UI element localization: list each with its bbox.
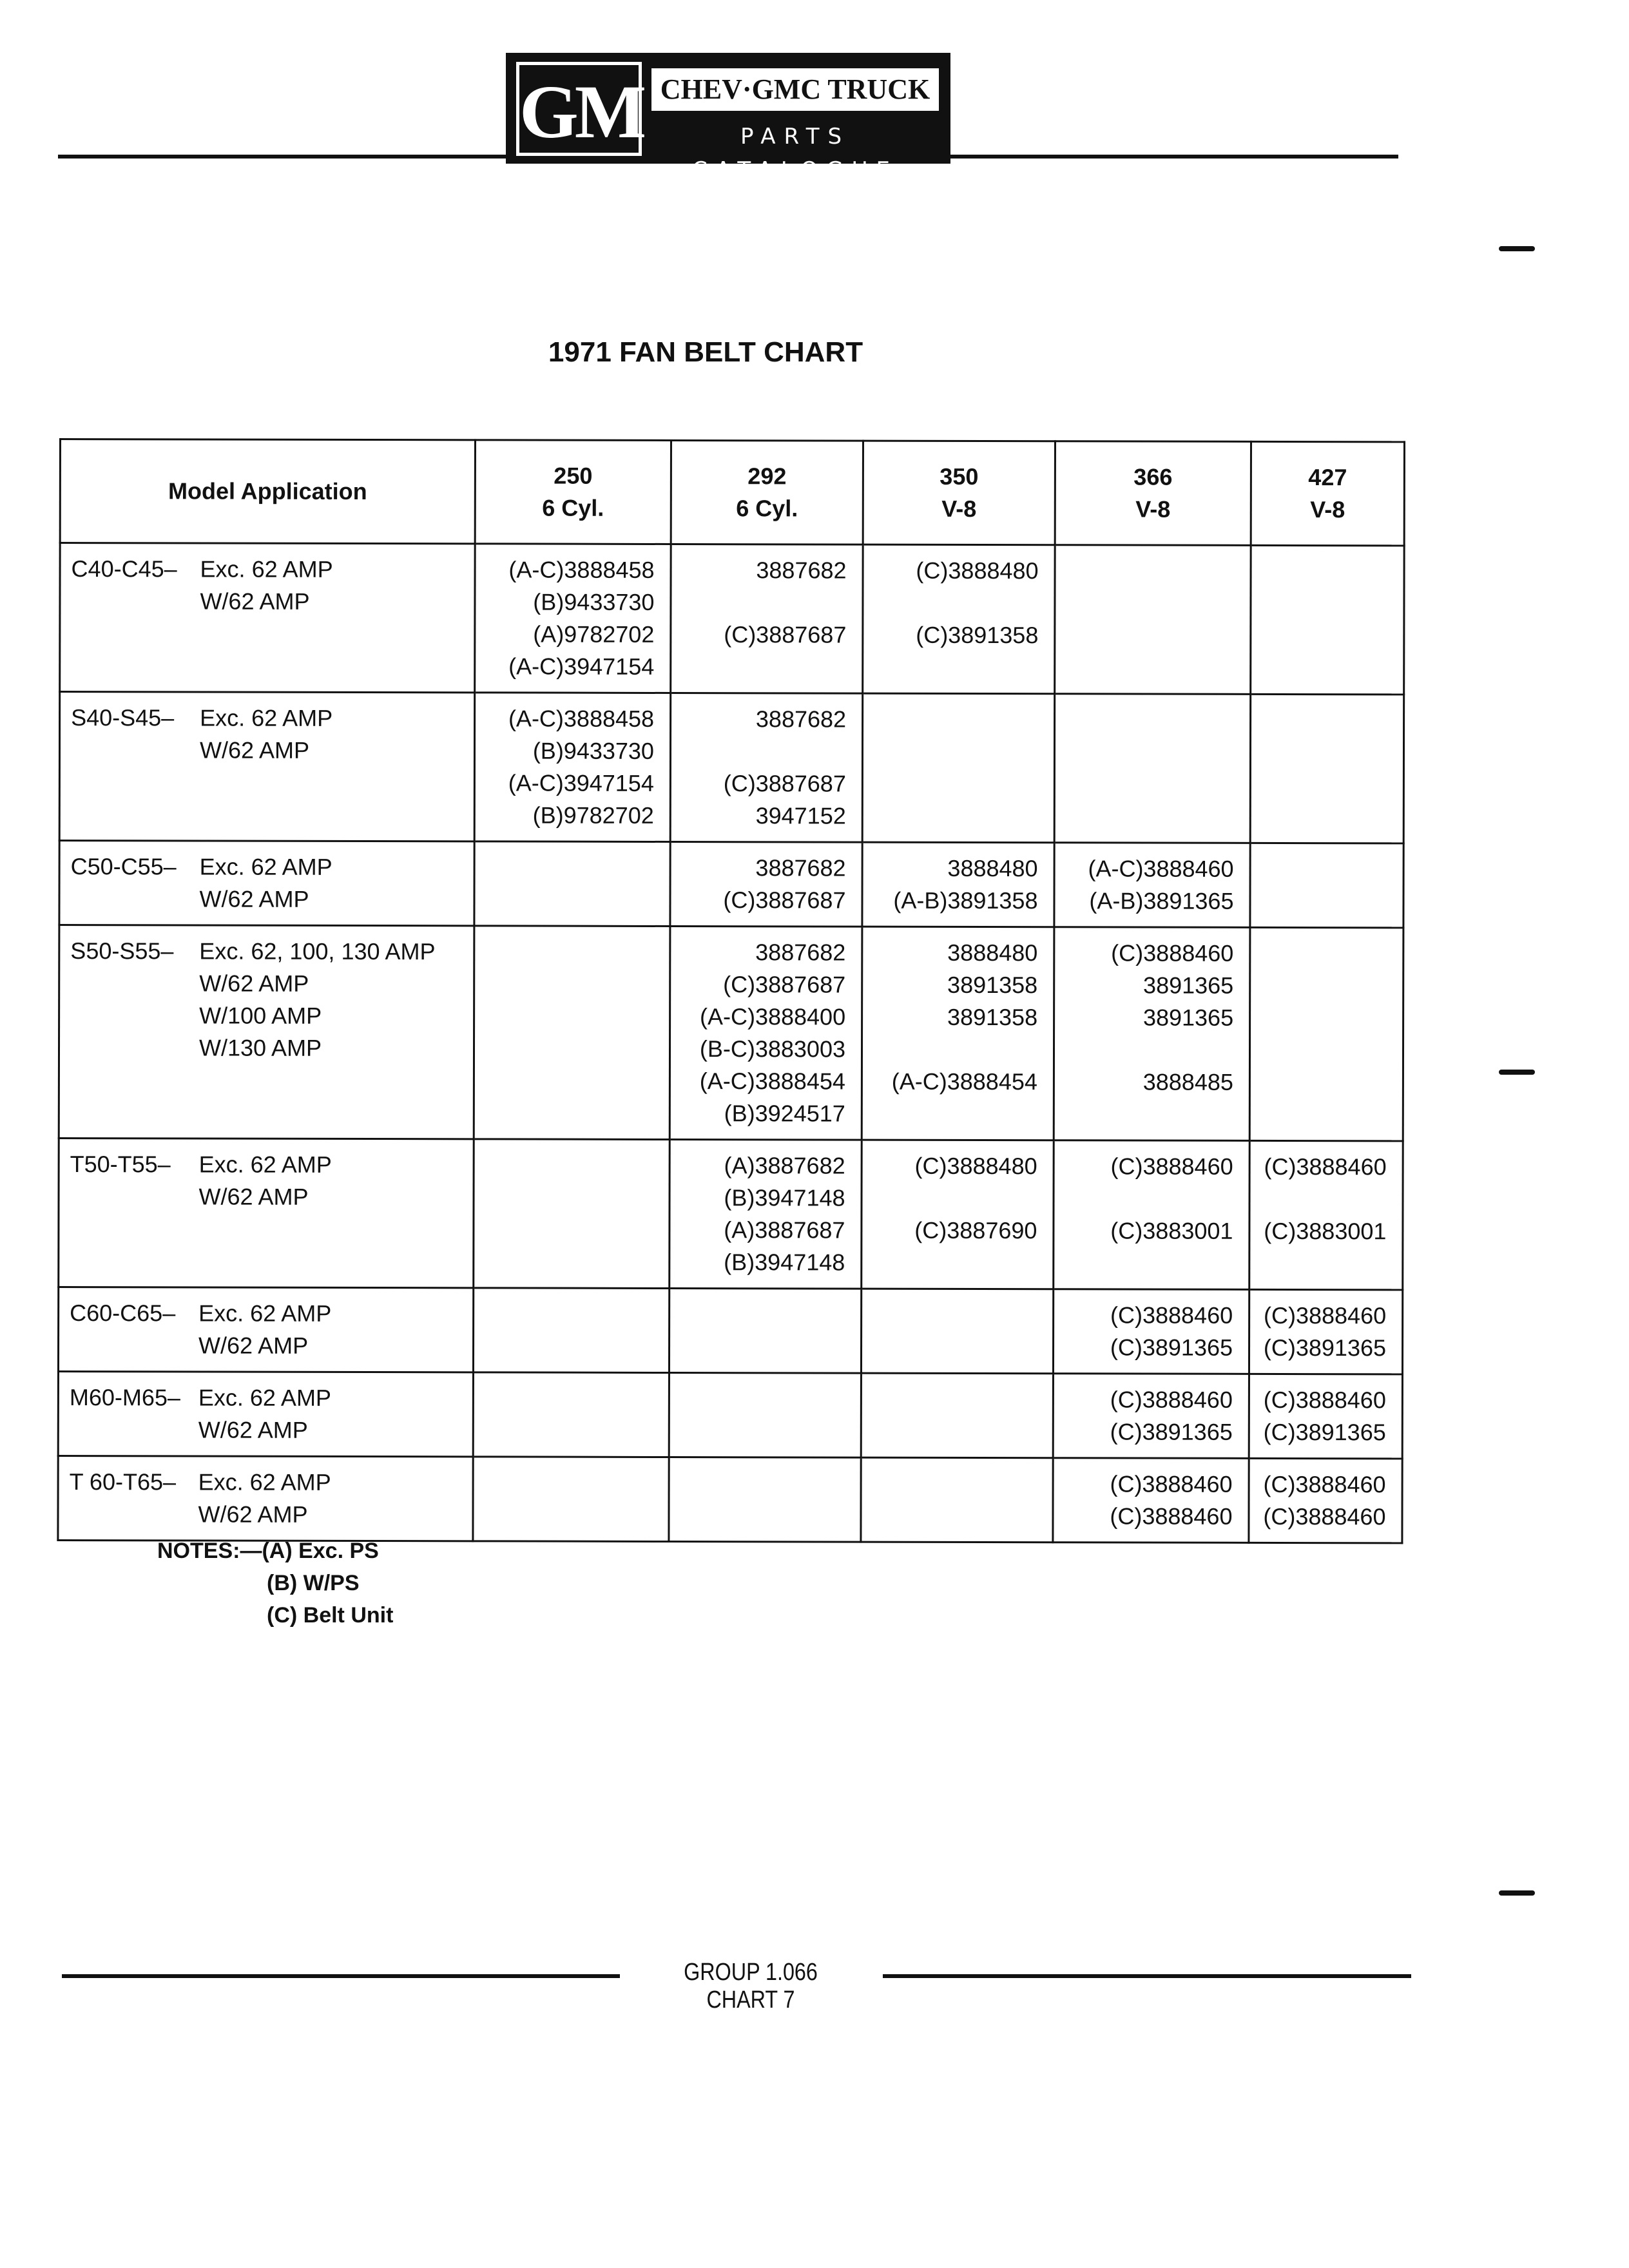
model-code	[70, 1032, 199, 1064]
part-number: (C)3888460	[1110, 1153, 1233, 1180]
table-row	[59, 1139, 1403, 1290]
part-cell	[1249, 1458, 1402, 1542]
part-cell	[474, 693, 670, 842]
table-row	[60, 543, 1404, 695]
part-spacer	[1059, 1247, 1233, 1280]
model-option: W/130 AMP	[198, 1034, 322, 1061]
model-line	[70, 1329, 472, 1362]
part-number: 3887682	[755, 854, 846, 881]
part-number: (B)9433730	[533, 588, 655, 615]
part-number: (A-B)3891358	[893, 887, 1038, 914]
model-code	[70, 999, 199, 1032]
part-spacer	[1060, 1033, 1233, 1066]
footer-rule-right	[883, 1974, 1411, 1978]
part-number: (C)3888460	[1111, 939, 1234, 966]
part-cell	[1053, 1374, 1249, 1459]
part-cell	[670, 841, 862, 927]
part-cell	[1249, 1289, 1402, 1374]
part-spacer	[1059, 1182, 1233, 1215]
part-cell	[861, 1457, 1053, 1542]
model-code	[70, 967, 199, 999]
part-number: (C)3888460	[1110, 1503, 1233, 1530]
model-cell	[59, 841, 474, 926]
part-number: (C)3888460	[1110, 1386, 1233, 1413]
part-number: (C)3891365	[1110, 1418, 1233, 1445]
model-line	[71, 850, 474, 883]
part-number: 3891358	[947, 1003, 1038, 1031]
notes	[157, 1535, 393, 1631]
page-title: 1971 FAN BELT CHART	[548, 336, 863, 368]
part-cell	[473, 1288, 669, 1373]
part-number: (B-C)3883003	[699, 1035, 846, 1062]
model-option: W/62 AMP	[198, 1501, 308, 1528]
part-cell	[1053, 1289, 1249, 1374]
part-number: (C)3888460	[1110, 1302, 1233, 1329]
part-cell	[863, 544, 1055, 694]
note-c: (C) Belt Unit	[267, 1603, 394, 1628]
model-option: W/62 AMP	[199, 736, 310, 764]
part-cell	[474, 1139, 670, 1289]
part-number: (A-C)3888400	[699, 1003, 846, 1030]
table-row	[58, 1372, 1402, 1459]
fan-belt-table	[57, 438, 1405, 1544]
part-spacer	[868, 1098, 1037, 1131]
part-number: (C)3888460	[1263, 1503, 1386, 1530]
model-code	[71, 585, 200, 617]
footer-rule-left	[62, 1974, 620, 1978]
part-number: 3891365	[1142, 1004, 1234, 1031]
engine-size: 350	[940, 463, 979, 490]
part-cell	[669, 1372, 861, 1457]
engine-header	[1251, 441, 1404, 545]
part-cell	[1054, 1140, 1249, 1290]
model-option: Exc. 62 AMP	[199, 853, 333, 880]
model-line	[71, 734, 474, 767]
part-number: (A)9782702	[533, 620, 655, 648]
part-number: (C)3891365	[1263, 1334, 1387, 1361]
part-number: (C)3888480	[914, 1152, 1037, 1180]
part-number: (C)3887690	[914, 1216, 1037, 1244]
model-line	[70, 1180, 472, 1213]
model-option: W/62 AMP	[198, 1183, 309, 1210]
part-number: 3891358	[947, 971, 1038, 999]
engine-size: 292	[747, 463, 787, 490]
table-row	[58, 1287, 1402, 1374]
part-number: (B)9433730	[532, 737, 655, 764]
model-code: M60-M65–	[69, 1384, 181, 1411]
part-cell	[473, 1457, 669, 1542]
part-number: 3947152	[755, 802, 846, 829]
model-header: Model Application	[60, 439, 475, 544]
part-cell	[474, 926, 670, 1140]
part-cell	[1250, 843, 1403, 927]
part-cell	[670, 926, 862, 1140]
model-option: W/62 AMP	[198, 1416, 308, 1443]
part-cell	[861, 1289, 1053, 1374]
part-spacer	[867, 1247, 1037, 1280]
model-line	[71, 585, 474, 618]
part-cell	[1251, 545, 1404, 694]
part-number: (A-C)3888458	[508, 705, 655, 732]
part-spacer	[677, 586, 846, 619]
margin-mark	[1499, 1890, 1535, 1896]
model-line	[70, 1032, 473, 1064]
part-number: (C)3883001	[1110, 1217, 1233, 1244]
part-number: (C)3887687	[724, 621, 847, 648]
part-cell	[671, 544, 863, 693]
engine-type: V-8	[1310, 496, 1345, 523]
part-number: (C)3888460	[1264, 1153, 1387, 1180]
part-number: (C)3891358	[916, 621, 1039, 649]
gm-logo	[506, 53, 950, 183]
part-number: (A-C)3888454	[891, 1068, 1037, 1095]
catalogue-line: PARTS CATALOGUE	[692, 124, 898, 183]
part-spacer	[1255, 1183, 1386, 1215]
model-option: Exc. 62 AMP	[200, 555, 333, 582]
part-number: (C)3887687	[723, 971, 846, 998]
part-cell	[1249, 1374, 1402, 1458]
model-code: S40-S45–	[71, 704, 175, 731]
part-spacer	[869, 651, 1038, 684]
part-number: 3891365	[1143, 972, 1234, 999]
model-cell	[59, 925, 474, 1139]
part-number: 3888485	[1142, 1068, 1233, 1095]
part-cell	[474, 841, 670, 927]
model-line	[70, 1381, 472, 1414]
engine-type: V-8	[941, 495, 977, 522]
part-number: (C)3887687	[723, 887, 846, 914]
table-row	[58, 1456, 1402, 1542]
part-cell	[1054, 843, 1250, 928]
part-spacer	[868, 1033, 1037, 1066]
note-a: NOTES:—(A) Exc. PS	[157, 1539, 379, 1563]
model-cell	[60, 543, 475, 693]
part-number: (B)9782702	[532, 802, 654, 829]
model-line	[70, 1414, 472, 1446]
part-number: (A)3887682	[724, 1152, 845, 1179]
model-cell	[58, 1287, 473, 1372]
part-number: (C)3888460	[1263, 1386, 1386, 1414]
part-number: (C)3887687	[723, 770, 846, 797]
part-spacer	[1255, 1247, 1386, 1280]
model-option: W/62 AMP	[199, 885, 309, 912]
model-option: Exc. 62 AMP	[200, 704, 333, 731]
table-row	[59, 841, 1403, 928]
model-line	[70, 883, 473, 916]
model-cell	[58, 1372, 473, 1457]
part-number: 3887682	[755, 706, 847, 733]
model-code: C40-C45–	[71, 555, 177, 582]
engine-size: 427	[1308, 464, 1347, 491]
model-code	[70, 1329, 198, 1361]
model-option: W/62 AMP	[198, 1332, 309, 1359]
part-cell	[670, 693, 862, 842]
part-cell	[1053, 1458, 1249, 1543]
part-number: (B)3947148	[724, 1249, 845, 1276]
part-number: (A-C)3947154	[508, 769, 654, 796]
part-cell	[862, 693, 1054, 843]
model-code: C60-C65–	[70, 1300, 176, 1327]
part-cell	[475, 544, 671, 693]
part-cell	[669, 1288, 861, 1373]
model-line	[71, 702, 474, 735]
part-cell	[862, 927, 1054, 1140]
part-number: 3887682	[756, 557, 847, 584]
part-cell	[1055, 545, 1251, 695]
part-number: (A-C)3888460	[1088, 855, 1234, 882]
model-option: Exc. 62 AMP	[198, 1384, 332, 1411]
part-number: (C)3888460	[1263, 1302, 1387, 1329]
part-number: (B)3947148	[724, 1184, 845, 1211]
model-line	[69, 1498, 472, 1531]
part-number: 3888480	[947, 854, 1038, 882]
part-number: (A-C)3888458	[508, 556, 655, 583]
note-b: (B) W/PS	[267, 1571, 360, 1595]
model-line	[70, 999, 473, 1032]
part-number: (A)3887687	[724, 1216, 845, 1244]
model-line	[70, 1148, 473, 1181]
model-option: Exc. 62 AMP	[198, 1468, 331, 1495]
part-number: (C)3888460	[1263, 1470, 1386, 1498]
engine-header	[475, 440, 671, 544]
part-cell	[473, 1372, 669, 1457]
part-cell	[862, 1140, 1054, 1289]
part-number: (B)3924517	[724, 1100, 845, 1127]
part-cell	[862, 842, 1054, 927]
part-spacer	[867, 1182, 1037, 1215]
engine-size: 250	[554, 462, 593, 489]
model-option: Exc. 62, 100, 130 AMP	[199, 937, 436, 965]
model-code	[69, 1498, 198, 1530]
part-cell	[1249, 1140, 1403, 1289]
part-spacer	[677, 651, 846, 684]
part-number: (A-C)3947154	[508, 653, 655, 680]
model-code	[71, 734, 200, 766]
part-spacer	[869, 587, 1038, 620]
part-number: (C)3891365	[1263, 1418, 1386, 1446]
table-row	[59, 692, 1403, 843]
model-cell	[59, 692, 474, 841]
model-line	[70, 1466, 472, 1499]
table-header-row	[60, 439, 1404, 546]
model-code: C50-C55–	[70, 853, 177, 880]
part-number: 3888480	[947, 939, 1038, 966]
part-spacer	[677, 735, 846, 768]
engine-type: 6 Cyl.	[542, 494, 604, 521]
part-cell	[1249, 927, 1403, 1140]
footer-label: GROUP 1.066 CHART 7	[684, 1959, 818, 2013]
gm-logo-mark: GM	[516, 62, 642, 156]
model-option: W/62 AMP	[200, 588, 310, 615]
model-line	[70, 1297, 472, 1330]
part-number: (C)3888460	[1110, 1470, 1233, 1497]
model-line	[72, 553, 474, 586]
engine-type: V-8	[1135, 495, 1171, 523]
part-number: (C)3891365	[1110, 1334, 1233, 1361]
part-cell	[670, 1139, 862, 1289]
table-row	[59, 925, 1403, 1141]
engine-header	[1055, 441, 1251, 546]
part-number: (A-B)3891365	[1089, 887, 1234, 914]
part-cell	[669, 1457, 861, 1542]
model-cell	[59, 1139, 474, 1288]
model-code	[70, 1180, 198, 1213]
brand-line: CHEV·GMC TRUCK	[651, 68, 939, 111]
part-cell	[1054, 694, 1250, 843]
engine-header	[671, 440, 863, 544]
model-code: T 60-T65–	[69, 1468, 177, 1495]
model-code	[70, 883, 199, 915]
model-code: T50-T55–	[70, 1151, 171, 1178]
model-option: W/100 AMP	[199, 1002, 322, 1029]
engine-header	[863, 441, 1055, 545]
engine-size: 366	[1133, 463, 1173, 490]
model-option: Exc. 62 AMP	[198, 1300, 332, 1327]
engine-type: 6 Cyl.	[736, 495, 798, 522]
part-cell	[861, 1373, 1053, 1458]
part-number: (A-C)3888454	[699, 1068, 845, 1095]
margin-mark	[1499, 1070, 1535, 1075]
model-option: Exc. 62 AMP	[198, 1151, 332, 1178]
model-code: S50-S55–	[70, 937, 174, 965]
margin-mark	[1499, 246, 1535, 251]
model-option: W/62 AMP	[199, 970, 309, 997]
part-number: (C)3888480	[916, 557, 1039, 584]
part-number: (C)3883001	[1264, 1217, 1387, 1245]
part-spacer	[1060, 1098, 1233, 1131]
model-line	[70, 935, 473, 968]
model-line	[70, 967, 473, 1000]
part-cell	[1054, 927, 1250, 1141]
model-cell	[58, 1456, 473, 1541]
model-code	[70, 1414, 198, 1446]
part-cell	[1250, 694, 1403, 843]
part-number: 3887682	[755, 939, 846, 966]
